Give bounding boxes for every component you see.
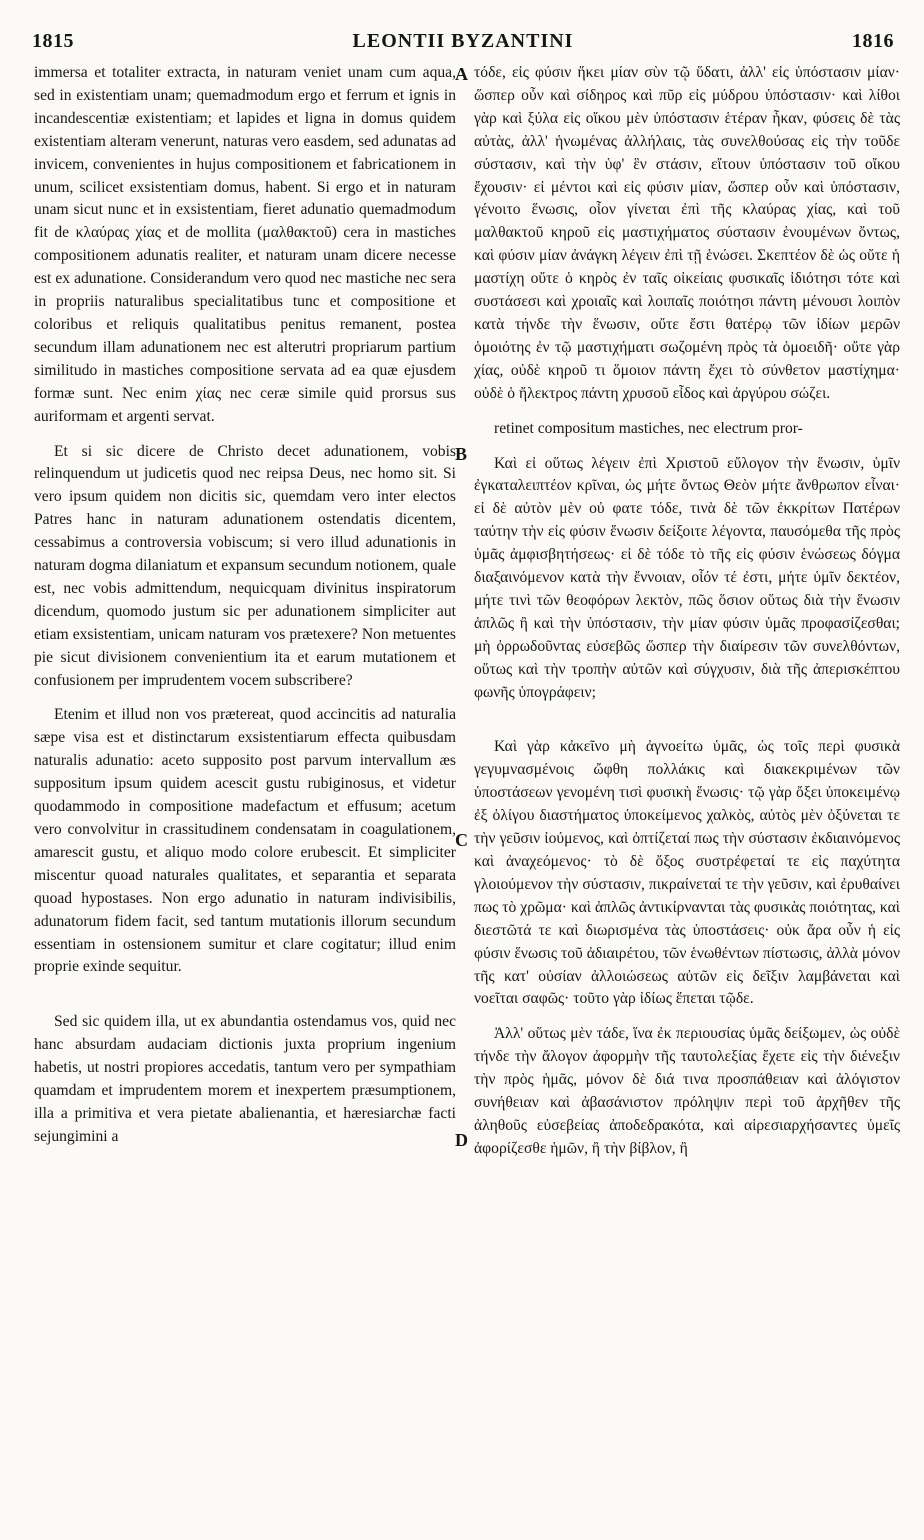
margin-mark-c: C [455, 830, 468, 850]
page-number-left: 1815 [32, 30, 74, 52]
page-header [32, 30, 894, 60]
greek-paragraph: Καὶ γὰρ κἀκεῖνο μὴ ἀγνοείτω ὑμᾶς, ὡς τοῖς περὶ φυσικὰ γεγυμνασμένοις ὤφθη πολλάκις καὶ διακεκριμένων τῶν ὑποστάσεων γενομένη τισὶ φυσικὴ ἕνωσις· τῷ γὰρ ὄξει ὑποκειμένῳ ἐξ ὀλίγου διαστήματος ὑποκείμενος χαλκὸς, αὐτὸς μὲν ὀξύνεται τε τὴν γεῦσιν ἰούμενος, καὶ ὀπτίζεταί πως τὴν σύστασιν ἐκδιαινόμενος καὶ ἀναχεόμενος· τὸ δὲ ὄξος συστρέφεταί τε εἰς παχύτητα γλοιούμενον τὴν σύστασιν, πικραίνεταί τε τὴν γεῦσιν, καὶ ἐρυθαίνει πως τὸ χρῶμα· καὶ ἁπλῶς ἀντικίρνανται τὰς φυσικὰς ποιότητας, καὶ διεστῶτά τε καὶ διωρισμένα τὰς ὑποστάσεις· οὐκ ἄρα οὖν ἡ εἰς φύσιν ἕνωσις τοῦ ἀδιαιρέτου, τῶν ἑνωθέντων πίστωσις, ἀλλὰ μόνον τῆς κατ' οὐσίαν ἀλλοιώσεως αὐτῶν εἰς δεῖξιν λαμβάνεται καὶ νοεῖται σαφῶς· τοῦτο γὰρ ἰδίως ἕπεται τῷδε. [474, 738, 900, 1008]
margin-mark-d: D [455, 1130, 468, 1150]
margin-mark-b: B [455, 444, 468, 464]
latin-continuation-line: retinet compositum mastiches, nec electrum pror- [494, 419, 803, 437]
running-title: LEONTII BYZANTINI [352, 30, 574, 52]
greek-paragraph: Ἀλλ' οὕτως μὲν τάδε, ἵνα ἐκ περιουσίας ὑμᾶς δείξωμεν, ὡς οὐδὲ τήνδε τὴν ἄλογον ἀφορμὴν τῆς ταυτολεξίας ἔχετε εἰς τὴν διένεξιν τὴν πρὸς ἡμᾶς, μόνον δὲ διά τινα προσπάθειαν καὶ ἀλόγιστον συνήθειαν καὶ ἀβασάνιστον πρόληψιν περὶ τοῦ ἀρχῆθεν τῆς ἀληθοῦς εὐσεβείας ἀποδεδρακότα, καὶ αἱρεσιαρχήσαντες ὑμεῖς ἀφορίζεσθε ἡμῶν, ἢ τὴν βίβλον, ἢ [474, 1025, 900, 1157]
latin-paragraph: Et si sic dicere de Christo decet adunationem, vobis relinquendum ut judicetis quod nec reipsa Deus, nec homo sit. Si vero ipsum quidem non dicitis sic, quemdam vero inter electos Patres hanc in naturam adunationem ostendatis dicentem, cessabimus a controversia vobiscum; si vero illud adunationis in naturam dogma dilaniatum et expansum secundum notionem, quale est, nec vobis admittendum, nequicquam divinitus inspiratorum dicendum, quomodo justum sic per adunationem simpliciter aut etiam exsistentiam, unicam naturam vos prætexere? Non metuentes pie sicut divisionem convenientium ita et earum mutationem et confusionem per imprudentem vocem subscribere? [34, 442, 456, 689]
greek-paragraph: Καὶ εἰ οὕτως λέγειν ἐπὶ Χριστοῦ εὔλογον τὴν ἕνωσιν, ὑμῖν ἐγκαταλειπτέον κρῖναι, ὡς μήτε ὄντως Θεὸν μήτε ἄνθρωπον εἶναι· εἰ δὲ αὐτὸν μὲν οὐ φατε τόδε, τινὰ δὲ τῶν ἐκκρίτων Πατέρων ταύτην τὴν εἰς φύσιν ἕνωσιν δείξοιτε λέγοντα, παυσόμεθα τῆς πρὸς ὑμᾶς ἀμφισβητήσεως· εἰ δὲ τόδε τὸ τῆς εἰς φύσιν ἑνώσεως δόγμα διαξαινόμενον κατὰ τὴν ἔννοιαν, οἷόν τέ ἐστι, μήτε ὑμῖν δεκτέον, μήτε τινὶ τῶν θεοφόρων λεκτὸν, πῶς ὅσιον οὕτως διὰ τὴν ἕνωσιν ἁπλῶς ἢ καὶ τὴν ὑπόστασιν, τὴν μίαν φύσιν ὑμᾶς προφασίζεσθαι; μὴ ὀρρωδοῦντας εὐσεβῶς ὥσπερ τὴν διαίρεσιν τῶν συνελθόντων, οὕτως καὶ τὴν τροπὴν αὐτῶν καὶ σύγχυσιν, διὰ τῆς ἀπερισκέπτου φωνῆς ὑπογράφειν; [474, 454, 900, 701]
latin-paragraph: immersa et totaliter extracta, in naturam veniet unam cum aqua, sed in existentiam unam; quemadmodum ergo et ferrum et ignis in incandescentiæ existentiam; et lapides et ligna in domus quidem existentiam alteram venerunt, naturas vero easdem, sed adunatas ad invicem, convenientes in hujus compositionem et fabricationem in unum, scilicet exsistentiam domus, habent. Si ergo et in naturam unam sicut nunc et in exsistentiam, fieret adunatio quemadmodum fit de κλαύρας χίας et de mollita (μαλθακτοῦ) cera in mastiches compositionem adunatis realiter, et naturam unam dicere necesse est ex adunatione. Considerandum vero quod nec mastiche nec sera in propriis naturalibus specialitatibus tunc et compositione et coloribus et reliquis qualitatibus penitus remanent, postea secundum illam adunationem nec est alterutri propriarum partium similitudo in mastiches compositione servata ad ea quæ ejusdem formæ sunt. Nec enim χίας nec ceræ simile quid prorsus sus auriformam et argenti servat. [34, 64, 456, 425]
latin-paragraph: Etenim et illud non vos prætereat, quod accincitis ad naturalia sæpe visa est et distinctarum exsistentiarum effecta quibusdam naturalis adunatio: aceto supposito post parvum intervallum æs suppositum ipsum quidem acescit gustu rubiginosus, et videtur quodammodo in compositione madefactum et effusum; acetum vero convolvitur in crassitudinem condensatam in coagulationem, amarescit gustu, et aliquo modo colore erubescit. Et simpliciter miscentur quoad naturales qualitates, et separantia et separata quoad hypostases. Non ergo adunatio in naturam indivisibilis, adunatorum fidem facit, sed tantum mutationis illorum secundum essentiam in ostensionem sumitur et clare cogitatur; illud enim proprie exinde sequitur. [34, 706, 456, 976]
page-number-right: 1816 [852, 30, 894, 52]
latin-column [34, 62, 456, 1522]
paragraph-gap [474, 716, 900, 736]
latin-paragraph: Sed sic quidem illa, ut ex abundantia ostendamus vos, quid nec hanc absurdam audaciam dictionis juxta proprium ingenium habetis, ut nostri propiores accedatis, tantum vero per sympathiam quamdam et imprudentem morem et inexpertem præsumptionem, illa a primitiva et vera pietate abalienantia, et hæresiarchæ facti sejungimini a [34, 1013, 456, 1145]
paragraph-gap [34, 991, 456, 1011]
greek-paragraph: τόδε, εἰς φύσιν ἥκει μίαν σὺν τῷ ὕδατι, ἀλλ' εἰς ὑπόστασιν μίαν· ὥσπερ οὖν καὶ σίδηρος καὶ πῦρ εἰς μύδρου ὑπόστασιν· καὶ λίθοι γὰρ καὶ ξύλα εἰς οἴκου μὲν ὑπόστασιν ἑτέραν ἧκαν, φύσεις δὲ τὰς αὐτὰς, ἀλλ' ἡνωμένας ἀλλήλαις, τὰς συνελθούσας εἰς τὴν τοῦδε σύστασιν, καὶ τὴν ὑφ' ἓν στάσιν, εἴτουν ὑπόστασιν τοῦ οἴκου ἔχουσιν· εἰ μέντοι καὶ εἰς φύσιν μίαν, ὥσπερ οὖν καὶ ὑπόστασιν, γένοιτο ἕνωσις, οἷον γίνεται ἐπὶ τῆς κλαύρας χίας, καὶ τοῦ μαλθακτοῦ κηροῦ εἰς μαστιχήματος σύστασιν ἑνουμένων ὄντως, καὶ φύσιν μίαν ἀνάγκη λέγειν ἐπὶ τῇ ἑνώσει. Σκεπτέον δὲ ὡς οὔτε ἡ μαστίχη οὔτε ὁ κηρὸς ἐν ταῖς οἰκείαις φυσικαῖς ἰδιότησι τότε καὶ συστάσεσι καὶ χροιαῖς καὶ λοιπαῖς ποιότησι πάντη μένουσι λοιπὸν κατὰ τήνδε τὴν ἕνωσιν, οὔτε ἔστι θατέρῳ τῶν ἰδίων μερῶν ὁμοιότης ἐν τῷ μαστιχήματι σωζομένη πρὸς τὰ ὁμοειδῆ· οὔτε γὰρ χίας, οὐδὲ κηροῦ τι ὅμοιον πάντη ἔχει τὸ σύνθετον μαστίχημα· οὐδὲ ὁ ἤλεκτρος πάντη χρυσοῦ εἶδος καὶ ἀργύρου σώζει. [474, 64, 900, 402]
greek-column [474, 62, 900, 1522]
margin-mark-a: A [455, 64, 468, 84]
